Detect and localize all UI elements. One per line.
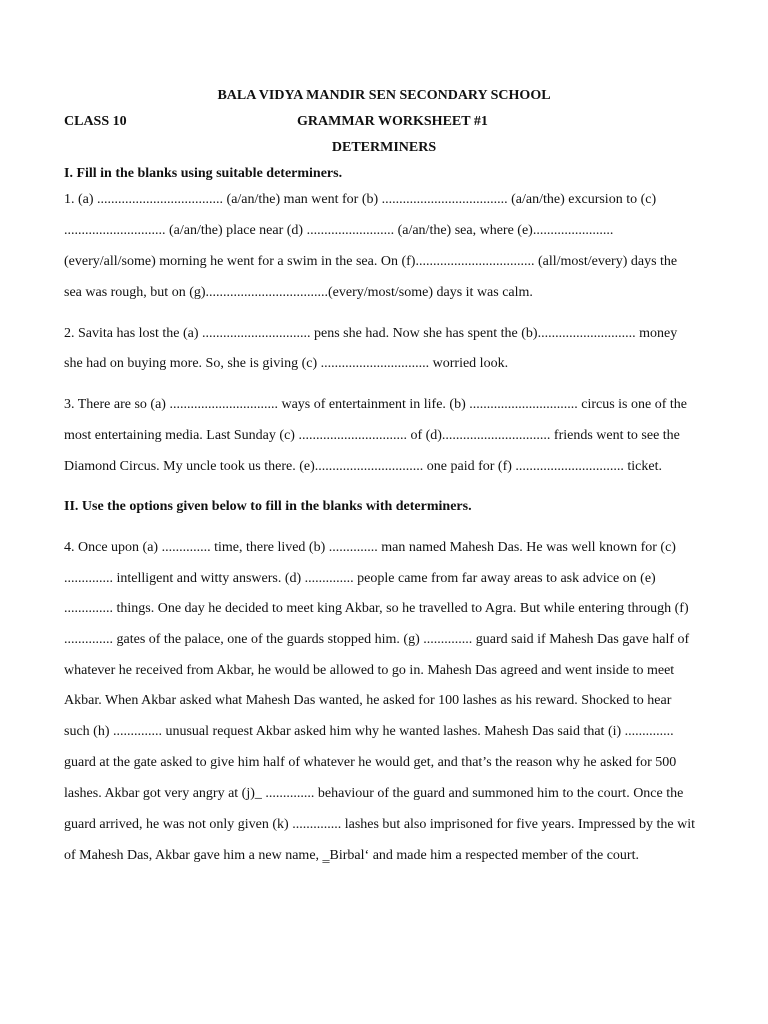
section1-heading: I. Fill in the blanks using suitable determiners. [64,166,343,181]
question-line: ............................. (a/an/the) place near (d) ......................... (a/an/the) sea, where (e)....................... [64,223,614,238]
question-line: Akbar. When Akbar asked what Mahesh Das wanted, he asked for 100 lashes as his reward. Shocked to hear [64,693,672,708]
question-line: (every/all/some) morning he went for a swim in the sea. On (f).................................. (all/most/every) days the [64,254,678,269]
question-line: 4. Once upon (a) .............. time, there lived (b) .............. man named Mahesh Das. He was well known for (c) [64,540,676,555]
worksheet-title: GRAMMAR WORKSHEET #1 [297,114,488,129]
question-2 [64,325,724,375]
class-and-title-row [64,113,704,131]
question-line: 1. (a) .................................... (a/an/the) man went for (b) .................................... (a/an/the) excursion to (c) [64,192,657,207]
school-name: BALA VIDYA MANDIR SEN SECONDARY SCHOOL [217,88,551,103]
question-line: 2. Savita has lost the (a) ............................... pens she had. Now she has spent the (b)............................ money [64,326,678,341]
question-line: guard at the gate asked to give him half of whatever he would get, and that’s the reason why he asked for 500 [64,755,677,770]
section2-heading: II. Use the options given below to fill in the blanks with determiners. [64,499,472,514]
class-label: CLASS 10 [64,114,127,129]
question-line: lashes. Akbar got very angry at (j)_ .............. behaviour of the guard and summoned him to the court. Once the [64,786,684,801]
question-4 [64,539,724,869]
question-line: she had on buying more. So, she is giving (c) ............................... worried look. [64,356,509,371]
question-line: .............. things. One day he decided to meet king Akbar, so he travelled to Agra. But while entering through (f) [64,601,689,616]
question-line: most entertaining media. Last Sunday (c) ............................... of (d)............................... friends went to see the [64,428,680,443]
question-line: such (h) .............. unusual request Akbar asked him why he wanted lashes. Mahesh Das said that (i) .............. [64,724,674,739]
question-line: 3. There are so (a) ............................... ways of entertainment in life. (b) ............................... circus is one of the [64,397,687,412]
question-line: sea was rough, but on (g)...................................(every/most/some) days it was calm. [64,285,533,300]
topic-title: DETERMINERS [331,140,437,155]
question-1 [64,191,724,311]
question-line: of Mahesh Das, Akbar gave him a new name, ‗Birbal‘ and made him a respected member of the court. [64,848,639,863]
question-line: .............. intelligent and witty answers. (d) .............. people came from far away areas to ask advice on (e) [64,571,656,586]
question-line: Diamond Circus. My uncle took us there. (e)............................... one paid for (f) ............................... ticket. [64,459,663,474]
question-3 [64,396,724,478]
question-line: guard arrived, he was not only given (k) .............. lashes but also imprisoned for five years. Impressed by the wit [64,817,696,832]
question-line: .............. gates of the palace, one of the guards stopped him. (g) .............. guard said if Mahesh Das gave half of [64,632,690,647]
question-line: whatever he received from Akbar, he would be allowed to go in. Mahesh Das agreed and went inside to meet [64,663,675,678]
